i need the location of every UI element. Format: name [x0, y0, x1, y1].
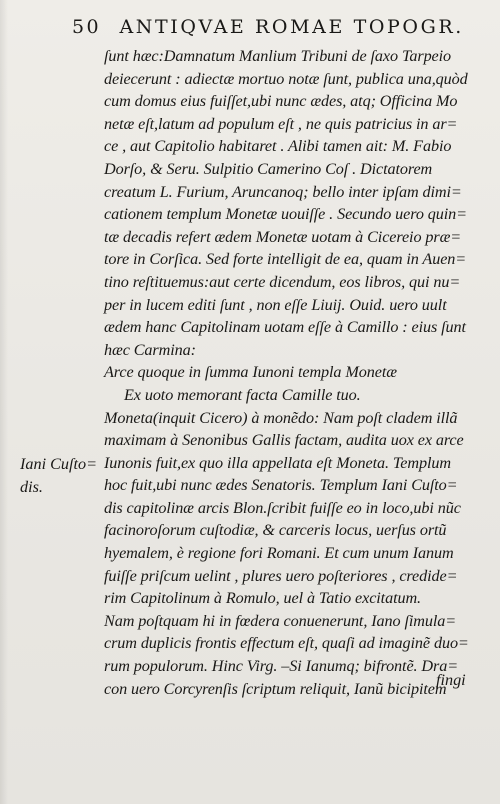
body-text: [104, 45, 476, 700]
text-line: tino reſtituemus:aut certe dicendum, eos libros, qui nu=: [104, 272, 461, 291]
text-line: crum duplicis frontis effectum eſt, quaſi ad imaginẽ duo=: [104, 634, 469, 653]
text-line: creatum L. Furium, Aruncanoq; bello inter ipſam dimi=: [104, 182, 462, 201]
verse-line: Ex uoto memorant facta Camille tuo.: [124, 385, 361, 404]
text-line: tæ decadis refert ædem Monetæ uotam à Cicereio præ=: [104, 227, 462, 246]
text-line: con uero Corcyrenſis ſcriptum reliquit, Ianũ bicipitem: [104, 679, 447, 698]
text-line: facinoroſorum cuſtodiæ, & carceris locus, uerſus ortũ: [104, 521, 447, 540]
marginal-note: [20, 453, 104, 498]
text-line: Dorſo, & Seru. Sulpitio Camerino Coſ . Dictatorem: [104, 159, 433, 178]
text-line: hoc fuit,ubi nunc ædes Senatoris. Templum Iani Cuſto=: [104, 476, 458, 495]
text-line: rim Capitolinum à Romulo, uel à Tatio excitatum.: [104, 589, 421, 608]
page-gutter-shadow: [0, 0, 8, 804]
text-line: Nam poſtquam hi in fœdera conuenerunt, Iano ſimula=: [104, 611, 457, 630]
verse-line: Arce quoque in ſumma Iunoni templa Monetæ: [104, 363, 397, 382]
marginal-note-line: Iani Cuſto=: [20, 455, 98, 473]
text-line: ce , aut Capitolio habitaret . Alibi tamen ait: M. Fabio: [104, 137, 452, 156]
page-header: [72, 16, 482, 40]
text-line: ſunt hæc:Damnatum Manlium Tribuni de ſaxo Tarpeio: [104, 47, 452, 65]
text-line: hyemalem, è regione fori Romani. Et cum unum Ianum: [104, 544, 454, 563]
text-line: Iunonis fuit,ex quo illa appellata eſt Moneta. Templum: [104, 453, 451, 472]
text-line: maximam à Senonibus Gallis factam, audita uox ex arce: [104, 431, 464, 450]
text-line: netæ eſt,latum ad populum eſt , ne quis patricius in ar=: [104, 114, 458, 133]
text-line: Moneta(inquit Cicero) à monẽdo: Nam poſt cladem illã: [104, 408, 458, 427]
text-line: ædem hanc Capitolinam uotam eſſe à Camillo : eius ſunt: [104, 318, 466, 337]
text-line: dis capitolinæ arcis Blon.ſcribit fuiſſe eo in loco,ubi nũc: [104, 498, 461, 517]
text-line: tore in Corſica. Sed forte intelligit de ea, quam in Auen=: [104, 250, 467, 269]
text-line: cationem templum Monetæ uouiſſe . Secundo uero quin=: [104, 205, 467, 224]
page-number: 50: [72, 16, 101, 38]
text-line: cum domus eius fuiſſet,ubi nunc ædes, atq; Officina Mo: [104, 92, 458, 111]
marginal-note-line: dis.: [20, 477, 43, 496]
text-line: deiecerunt : adiectæ mortuo notæ ſunt, publica una,quòd: [104, 69, 468, 88]
text-line: fuiſſe priſcum uelint , plures uero poſteriores , credide=: [104, 566, 458, 585]
catchword: fingi: [436, 671, 466, 689]
text-line: per in lucem editi ſunt , non eſſe Liuij. Ouid. uero uult: [104, 295, 447, 314]
running-title: ANTIQVAE ROMAE TOPOGR.: [119, 16, 464, 38]
text-line: rum populorum. Hinc Virg. –Si Ianumq; bifrontẽ. Dra=: [104, 657, 459, 676]
text-line: hæc Carmina:: [104, 340, 196, 359]
